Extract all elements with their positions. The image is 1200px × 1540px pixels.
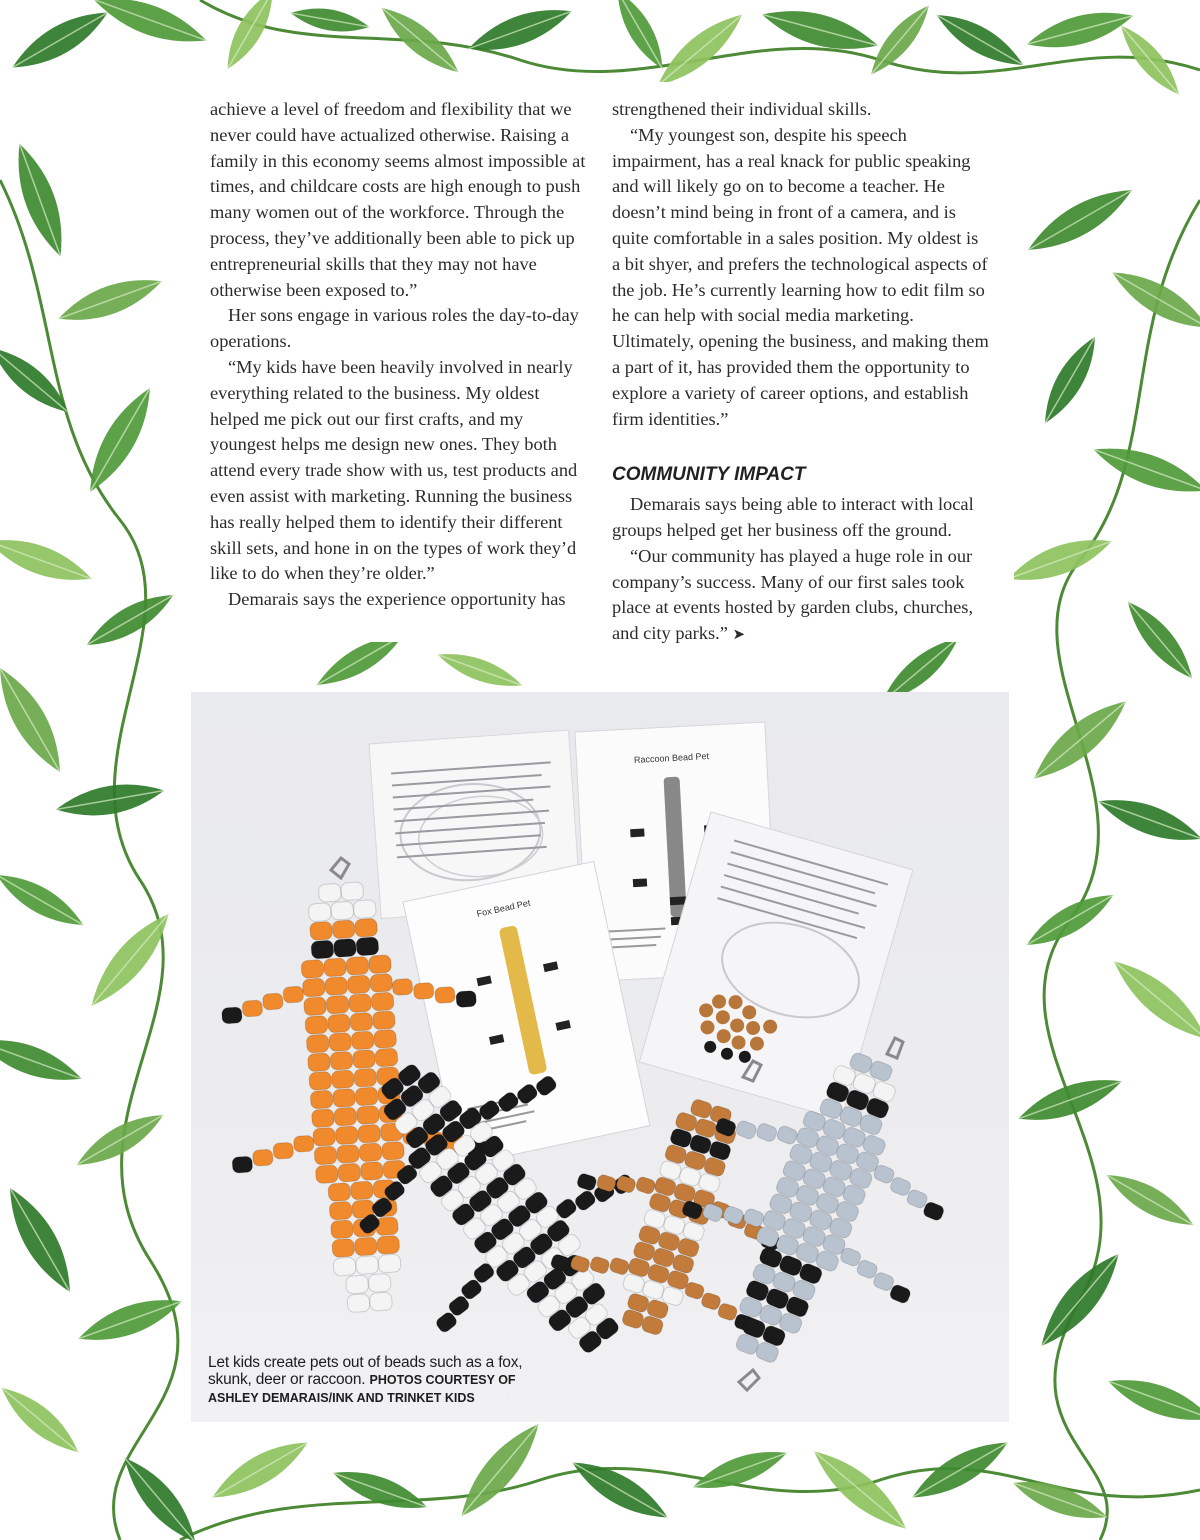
photo-caption xyxy=(208,1354,548,1407)
fox-card-title: Fox Bead Pet xyxy=(475,897,532,919)
leaf xyxy=(374,0,467,82)
paragraph: strengthened their individual skills. xyxy=(612,99,872,119)
leaf xyxy=(758,0,882,60)
leaf xyxy=(1021,177,1140,262)
leaf xyxy=(930,4,1029,76)
paragraph: “My youngest son, despite his speech impairment, has a real knack for public speaking and will likely go on to become a teacher. He doesn’t mind being in front of a camera, and is quite comfortable in a sales position. My oldest is a bit shyer, and prefers the technological aspects of the job. He’s currently learning how to edit film so he can help with social media marketing. Ultimately, opening the business, and making them a part of it, has provided them the opportunity to explore a variety of career options, and establish firm identities.” xyxy=(612,124,989,429)
section-heading: COMMUNITY IMPACT xyxy=(612,464,806,486)
photo-credit: PHOTOS COURTESY OF ASHLEY DEMARAIS/INK AND TRINKET KIDS xyxy=(208,1373,516,1405)
leaf xyxy=(0,338,76,422)
continue-arrow-icon: ➤ xyxy=(732,625,746,644)
leaf xyxy=(1104,1368,1200,1432)
caption-text: Let kids create pets out of beads such as a fox, skunk, deer or raccoon. xyxy=(208,1354,523,1388)
leaf xyxy=(1030,1244,1131,1356)
leaf xyxy=(205,1430,314,1509)
paragraph: Her sons engage in various roles the day-to-day operations. xyxy=(210,305,579,352)
leaf xyxy=(608,0,672,75)
leaf xyxy=(1100,1164,1199,1236)
quote-text: “Our community has played a huge role in our company’s success. Many of our first sales took place at events hosted by garden clubs, churches, and city parks.” xyxy=(612,545,974,644)
leaf xyxy=(0,1378,86,1462)
leaf xyxy=(1089,436,1200,505)
raccoon-card-title: Raccoon Bead Pet xyxy=(633,751,710,765)
paragraph: “My kids have been heavily involved in nearly everything related to the business. My oldest helped me pick out our first crafts, and my youngest helps me design new ones. They both attend every trade show with us, test products and even assist with marketing. Running the business has really helped them to identify their different skill sets, and hone in on the types of work they’d like to do when they’re older.” xyxy=(210,356,578,584)
leaf xyxy=(114,1449,206,1540)
leaf xyxy=(565,1450,674,1529)
leaf xyxy=(1112,18,1187,101)
leaf xyxy=(5,0,114,79)
leaf xyxy=(89,0,212,54)
leaf xyxy=(0,528,96,592)
leaf xyxy=(0,1028,86,1092)
leaf xyxy=(1020,884,1119,956)
leaf xyxy=(434,645,526,696)
leaf xyxy=(329,1461,432,1519)
leaf xyxy=(80,584,179,656)
leaf xyxy=(53,777,166,824)
leaf xyxy=(0,864,90,936)
leaf xyxy=(1024,690,1136,791)
leaf xyxy=(1118,594,1200,687)
leaf xyxy=(0,1180,83,1299)
leaf xyxy=(80,905,180,1016)
leaf xyxy=(70,1104,169,1176)
leaf xyxy=(450,1415,550,1526)
bead-pets-illustration xyxy=(191,692,1009,1422)
paragraph: Demarais says being able to interact with local groups helped get her business off the ground. xyxy=(612,494,974,540)
leaf xyxy=(1094,788,1200,852)
leaf xyxy=(6,139,75,262)
paragraph: Demarais says the experience opportunity has xyxy=(228,589,566,610)
leaf xyxy=(0,660,73,779)
leaf xyxy=(1105,950,1200,1050)
leaf xyxy=(1034,330,1106,429)
leaf xyxy=(54,268,167,332)
leaf xyxy=(217,0,283,75)
leaf xyxy=(1023,2,1136,58)
paragraph xyxy=(612,544,990,648)
leaf xyxy=(77,381,162,500)
article-text-panel xyxy=(186,82,1014,642)
leaf xyxy=(1014,1068,1127,1132)
bead-pets-photo xyxy=(191,692,1009,1422)
leaf xyxy=(464,0,577,62)
leaf xyxy=(1004,528,1117,592)
article-column-left xyxy=(210,97,592,613)
article-column-right xyxy=(612,97,990,648)
paragraph: achieve a level of freedom and flexibility that we never could have actualized otherwise. Raising a family in this economy seems almost impossible at times, and childcare costs are high enough to push many women out of the workforce. Through the process, they’ve additionally been able to pick up entrepreneurial skills that they may not have otherwise been exposed to.” xyxy=(210,99,586,300)
